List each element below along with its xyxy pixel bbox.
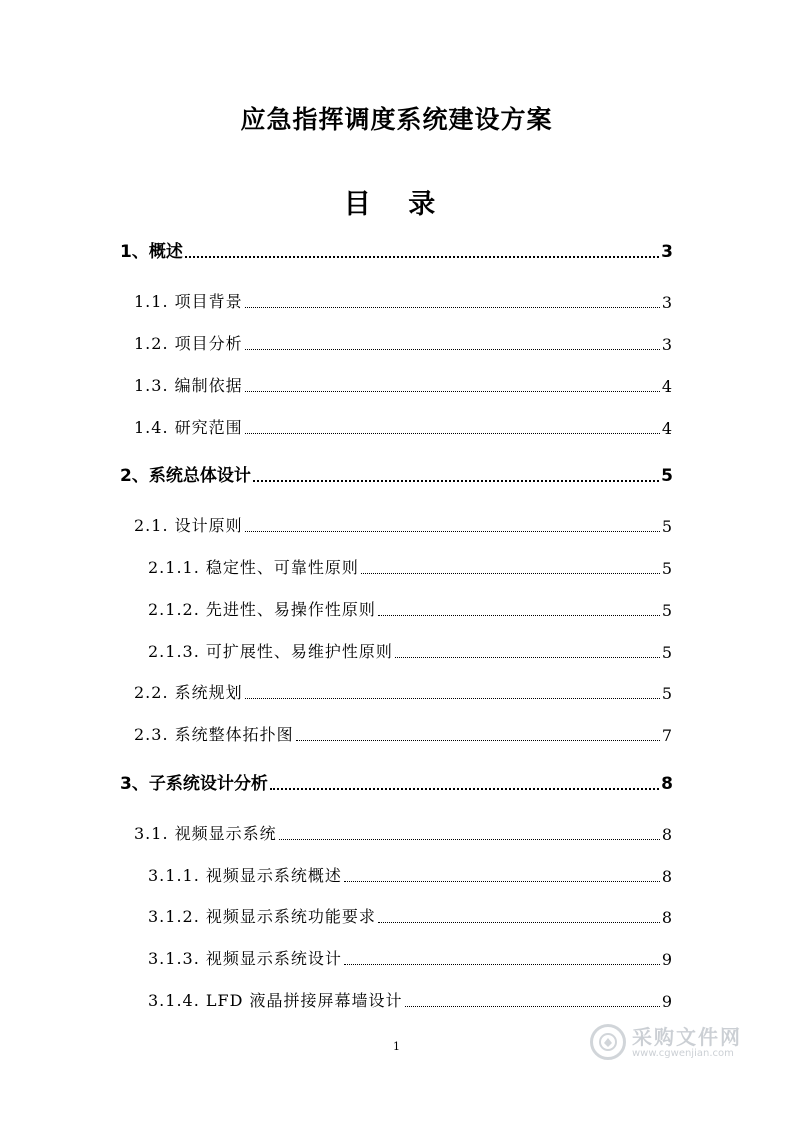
toc-entry[interactable]: [134, 330, 673, 354]
toc-entry-page: 5: [661, 684, 673, 703]
toc-leader-dots: [405, 1006, 660, 1007]
toc-entry-page: 5: [661, 466, 673, 486]
toc-leader-dots: [245, 433, 660, 434]
toc-entry-label: 3.1.3. 视频显示系统设计: [148, 949, 342, 968]
toc-entry-label: 2.1. 设计原则: [134, 516, 243, 535]
toc-entry-label: 3.1. 视频显示系统: [134, 824, 277, 843]
toc-entry-page: 4: [661, 377, 673, 396]
watermark-main-text: 采购文件网: [632, 1024, 742, 1049]
toc-leader-dots: [395, 657, 660, 658]
toc-entry-label: 1.4. 研究范围: [134, 418, 243, 437]
toc-entry-label: 2.2. 系统规划: [134, 683, 243, 702]
toc-entry[interactable]: [148, 596, 673, 620]
toc-entry-page: 3: [661, 293, 673, 312]
toc-heading: 目 录: [343, 189, 450, 220]
toc-entry[interactable]: [120, 462, 673, 486]
toc-leader-dots: [378, 615, 660, 616]
toc-entry[interactable]: [134, 679, 673, 703]
cgwenjian-logo-icon: [590, 1024, 626, 1060]
toc-entry-label: 2、系统总体设计: [120, 466, 251, 486]
toc-entry[interactable]: [134, 721, 673, 745]
toc-entry[interactable]: [134, 820, 673, 844]
toc-entry-label: 3.1.1. 视频显示系统概述: [148, 866, 342, 885]
toc-entry-page: 9: [661, 992, 673, 1011]
toc-leader-dots: [245, 349, 660, 350]
toc-entry-label: 1.3. 编制依据: [134, 376, 243, 395]
toc-entry-page: 5: [661, 601, 673, 620]
toc-entry-label: 1、概述: [120, 242, 183, 262]
toc-leader-dots: [279, 839, 660, 840]
toc-leader-dots: [378, 922, 660, 923]
toc-leader-dots: [253, 480, 659, 482]
toc-entry-label: 1.2. 项目分析: [134, 334, 243, 353]
toc-entry-page: 5: [661, 643, 673, 662]
toc-entry-label: 1.1. 项目背景: [134, 292, 243, 311]
toc-entry[interactable]: [120, 238, 673, 262]
toc-entry-label: 3.1.2. 视频显示系统功能要求: [148, 907, 376, 926]
toc-entry[interactable]: [148, 945, 673, 969]
toc-entry-page: 5: [661, 517, 673, 536]
toc-entry-page: 8: [661, 867, 673, 886]
toc-entry[interactable]: [148, 554, 673, 578]
toc-entry[interactable]: [120, 770, 673, 794]
toc-entry-page: 4: [661, 419, 673, 438]
toc-entry-label: 2.1.3. 可扩展性、易维护性原则: [148, 642, 393, 661]
toc-leader-dots: [344, 881, 660, 882]
watermark: [590, 1024, 742, 1060]
watermark-text: [632, 1026, 742, 1059]
toc-entry-page: 3: [661, 242, 673, 262]
toc-leader-dots: [245, 531, 660, 532]
toc-entry[interactable]: [148, 903, 673, 927]
toc-entry-label: 2.1.1. 稳定性、可靠性原则: [148, 558, 359, 577]
toc-leader-dots: [296, 740, 660, 741]
toc-entry-page: 3: [661, 335, 673, 354]
logo-emblem-icon: [597, 1031, 619, 1053]
toc-entry-page: 8: [661, 908, 673, 927]
toc-entry[interactable]: [134, 288, 673, 312]
toc-entry[interactable]: [148, 987, 673, 1011]
toc-entry[interactable]: [134, 512, 673, 536]
toc-entry-page: 7: [661, 726, 673, 745]
toc-entry-page: 5: [661, 559, 673, 578]
page-number: 1: [393, 1040, 400, 1053]
toc-entry-label: 2.3. 系统整体拓扑图: [134, 725, 294, 744]
toc-entry-page: 8: [661, 774, 673, 794]
toc-leader-dots: [270, 788, 659, 790]
toc-entry-label: 3、子系统设计分析: [120, 774, 268, 794]
toc-entry[interactable]: [148, 862, 673, 886]
toc-entry[interactable]: [134, 372, 673, 396]
toc-leader-dots: [245, 391, 660, 392]
toc-leader-dots: [344, 964, 660, 965]
toc-entry-page: 8: [661, 825, 673, 844]
toc-entry-page: 9: [661, 950, 673, 969]
toc-leader-dots: [245, 307, 660, 308]
toc-leader-dots: [185, 256, 659, 258]
toc-entry[interactable]: [148, 638, 673, 662]
toc-leader-dots: [361, 573, 660, 574]
toc-entry-label: 3.1.4. LFD 液晶拼接屏幕墙设计: [148, 991, 403, 1010]
toc-entry-label: 2.1.2. 先进性、易操作性原则: [148, 600, 376, 619]
watermark-sub-text: www.cgwenjian.com: [632, 1047, 734, 1059]
toc-leader-dots: [245, 698, 660, 699]
toc-entry[interactable]: [134, 414, 673, 438]
document-title: 应急指挥调度系统建设方案: [240, 105, 553, 134]
